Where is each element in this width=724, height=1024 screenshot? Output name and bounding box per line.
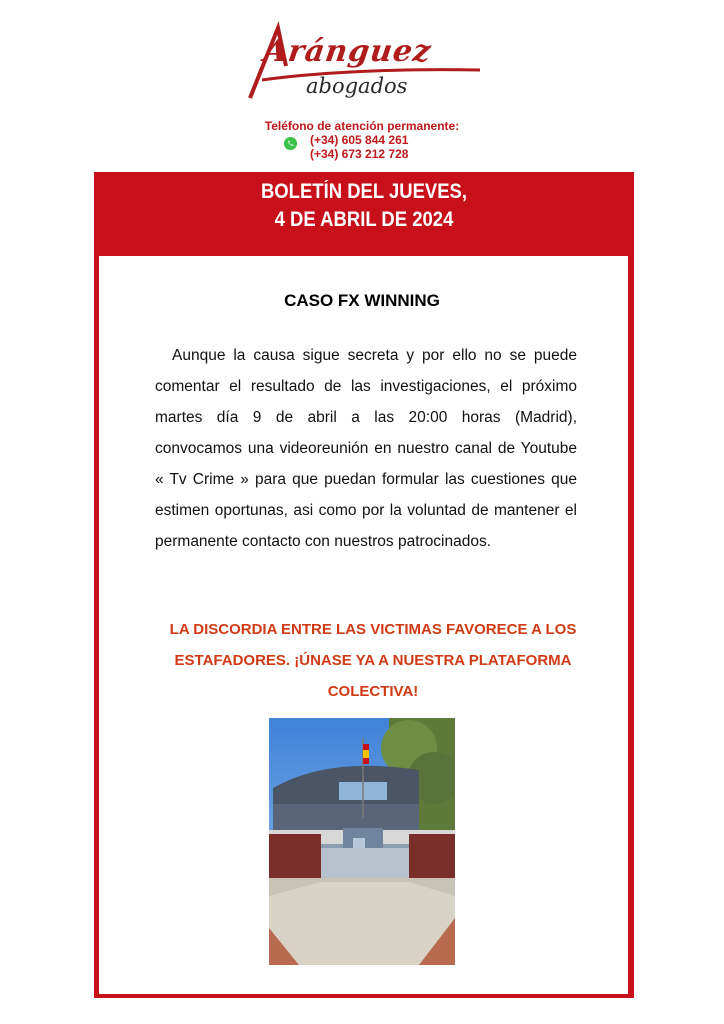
bulletin-title <box>126 178 601 234</box>
contact-label-text: Teléfono de atención permanente: <box>264 119 460 133</box>
bulletin-title-line-2: 4 DE ABRIL DE 2024 <box>274 208 454 231</box>
article-body: Aunque la causa sigue secreta y por ello no se puede comentar el resultado de las investigaciones, el próximo martes día 9 de abril a las 20:00 horas (Madrid), convocamos una videoreunión en nuestro canal de Youtube « Tv Crime » para que puedan formular las cuestiones que estimen oportunas, asi como por la voluntad de mantener el permanente contacto con nuestros patrocinados. <box>155 347 577 550</box>
bulletin-title-line-1: BOLETÍN DEL JUEVES, <box>260 180 468 203</box>
logo <box>244 18 484 108</box>
logo-subtitle: abogados <box>306 74 408 98</box>
bulletin-banner <box>94 172 634 256</box>
phone-number-2[interactable]: (+34) 673 212 728 <box>310 147 409 161</box>
phone-number-1[interactable]: (+34) 605 844 261 <box>310 133 409 147</box>
whatsapp-icon <box>283 136 298 151</box>
article-callout: LA DISCORDIA ENTRE LAS VICTIMAS FAVORECE A LOS ESTAFADORES. ¡ÚNASE YA A NUESTRA PLATAFORMA COLECTIVA! <box>169 621 577 700</box>
courthouse-photo <box>269 718 455 965</box>
article-title: CASO FX WINNING <box>284 291 440 310</box>
frame-bottom-border <box>94 994 634 998</box>
contact-label <box>0 119 724 133</box>
logo-wordmark: Aránguez <box>261 34 434 69</box>
